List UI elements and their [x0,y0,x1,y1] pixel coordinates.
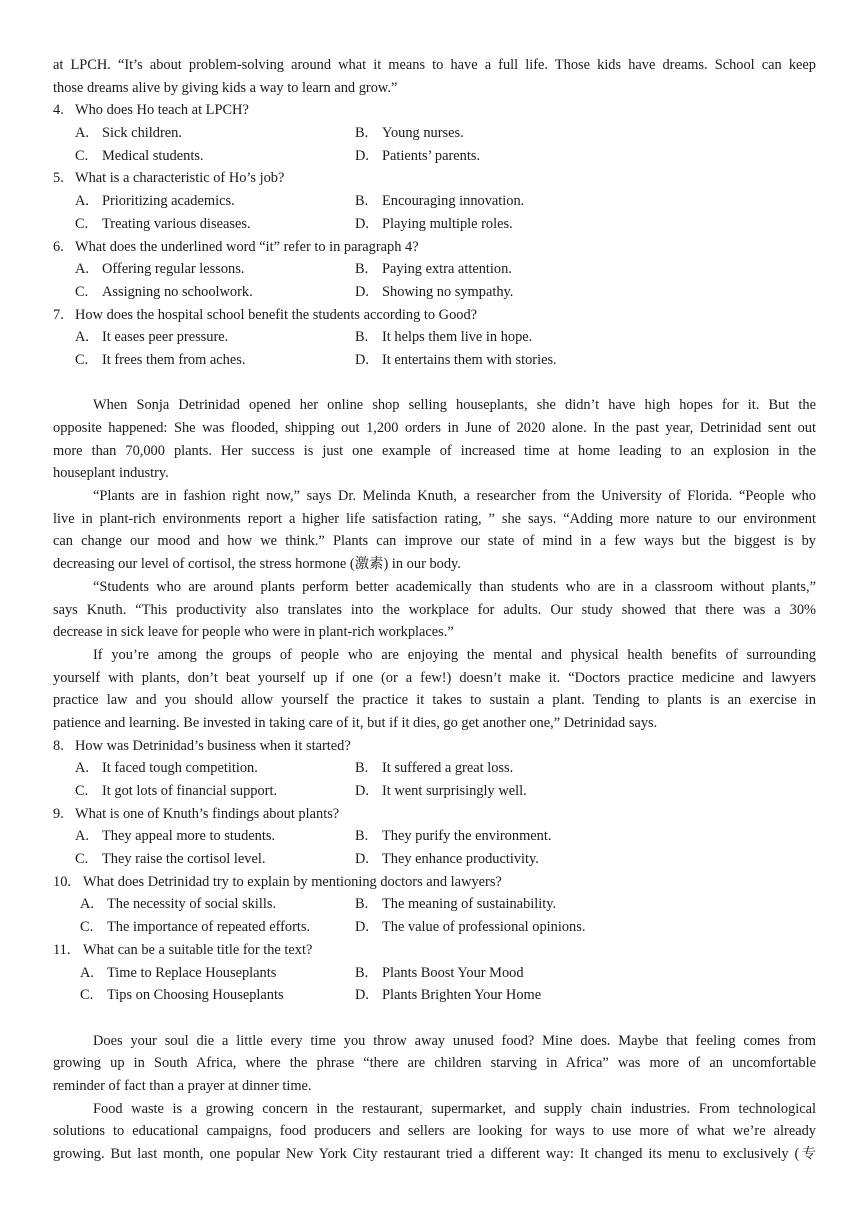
text-line: live in plant-rich environments report a higher life satisfaction rating, ” she says. “Adding more nature to our environment [53,510,816,527]
options-row [53,757,816,780]
option-b[interactable]: B. It suffered a great loss. [355,760,514,777]
option-b[interactable]: B. Young nurses. [355,125,464,142]
options-row [53,145,816,168]
option-c[interactable]: C. It got lots of financial support. [75,783,278,799]
text-line: can change our mood and how we think.” Plants can improve our state of mind in a few ways but the biggest is by [53,533,816,550]
options-row [53,893,816,916]
text-line: growing. But last month, one popular New York City restaurant tried a different way: It changed its menu to exclusively (专 [53,1146,816,1162]
text-line: more than 70,000 plants. Her success is just one example of increased time at home leading to an explosion in the [53,442,816,459]
text-line: Food waste is a growing concern in the restaurant, supermarket, and supply chain industries. From technological [93,1100,816,1117]
text-line: growing up in South Africa, where the phrase “there are children starving in Africa” was more of an uncomfortable [53,1055,816,1072]
question-10: 10. What does Detrinidad try to explain by mentioning doctors and lawyers? [53,873,502,890]
options-row [53,213,816,236]
option-d[interactable]: D. They enhance productivity. [355,851,539,868]
passage-b [53,394,816,734]
options-row [53,190,816,213]
option-c[interactable]: C. The importance of repeated efforts. [80,919,311,936]
option-d[interactable]: D. It went surprisingly well. [355,783,527,799]
option-d[interactable]: D. The value of professional opinions. [355,919,586,936]
text-line: “Plants are in fashion right now,” says Dr. Melinda Knuth, a researcher from the University of Florida. “People who [93,488,816,505]
option-b[interactable]: B. It helps them live in hope. [355,329,533,346]
option-b[interactable]: B. Encouraging innovation. [355,193,525,210]
options-row [53,258,816,281]
options-row [53,122,816,145]
options-row [53,780,816,803]
section-gap [53,1007,816,1030]
options-row [53,326,816,349]
option-c[interactable]: C. It frees them from aches. [75,351,246,368]
options-row [53,848,816,871]
questions-b [53,735,816,1007]
option-a[interactable]: A. Prioritizing academics. [75,193,235,210]
options-row [53,349,816,372]
text-line: “Students who are around plants perform better academically than students who are in a classroom without plants,” [93,578,816,595]
options-row [53,962,816,985]
question-6: 6. What does the underlined word “it” refer to in paragraph 4? [53,238,419,255]
option-c[interactable]: C. Tips on Choosing Houseplants [80,987,284,1004]
text-line: If you’re among the groups of people who are enjoying the mental and physical health benefits of surrounding [93,646,816,663]
text-line: yourself with plants, don’t beat yourself up if one (or a few!) doesn’t make it. “Doctors practice medicine and lawyers [53,669,816,686]
question-8: 8. How was Detrinidad’s business when it started? [53,737,351,754]
question-9: 9. What is one of Knuth’s findings about plants? [53,805,340,822]
option-a[interactable]: A. It faced tough competition. [75,760,258,777]
text-line: opposite happened: She was flooded, shipping out 1,200 orders in June of 2020 alone. In the past year, Detrinidad sent out [53,420,816,436]
option-d[interactable]: D. Showing no sympathy. [355,283,514,300]
questions-a [53,99,816,371]
option-d[interactable]: D. It entertains them with stories. [355,351,557,368]
text-line: at LPCH. “It’s about problem-solving around what it means to have a full life. Those kids have dreams. School can keep [53,57,816,73]
section-gap [53,372,816,395]
options-row [53,984,816,1007]
option-d[interactable]: D. Patients’ parents. [355,147,481,164]
options-row [53,825,816,848]
text-line: practice law and you should allow yourself the practice it takes to sustain a plant. Tending to plants is an exercise in [53,692,816,709]
text-line: decrease in sick leave for people who were in plant-rich workplaces.” [53,624,454,641]
option-d[interactable]: D. Plants Brighten Your Home [355,987,542,1004]
option-a[interactable]: A. The necessity of social skills. [80,896,277,913]
option-b[interactable]: B. Paying extra attention. [355,261,512,278]
passage-a-tail [53,54,816,99]
text-line: Does your soul die a little every time you throw away unused food? Mine does. Maybe that feeling comes from [93,1032,816,1049]
exam-page [53,54,816,1166]
option-a[interactable]: A. Offering regular lessons. [75,261,245,278]
text-line: solutions to educational campaigns, food producers and sellers are looking for ways to use more of what we’re already [53,1123,816,1140]
text-line: houseplant industry. [53,465,169,482]
option-b[interactable]: B. Plants Boost Your Mood [355,964,524,981]
option-a[interactable]: A. It eases peer pressure. [75,329,229,346]
option-a[interactable]: A. They appeal more to students. [75,828,276,845]
text-line: When Sonja Detrinidad opened her online shop selling houseplants, she didn’t have high hopes for it. But the [93,397,816,414]
option-a[interactable]: A. Sick children. [75,125,182,142]
options-row [53,281,816,304]
question-11: 11. What can be a suitable title for the text? [53,941,313,958]
option-a[interactable]: A. Time to Replace Houseplants [80,964,277,981]
option-c[interactable]: C. Assigning no schoolwork. [75,283,253,300]
option-d[interactable]: D. Playing multiple roles. [355,215,513,232]
text-line: those dreams alive by giving kids a way to learn and grow.” [53,79,398,96]
option-b[interactable]: B. They purify the environment. [355,828,552,845]
passage-c [53,1030,816,1166]
question-7: 7. How does the hospital school benefit the students according to Good? [53,306,478,323]
question-5: 5. What is a characteristic of Ho’s job? [53,170,285,187]
option-c[interactable]: C. Medical students. [75,147,204,164]
option-c[interactable]: C. They raise the cortisol level. [75,851,266,868]
text-line: patience and learning. Be invested in taking care of it, but if it dies, go get another one,” Detrinidad says. [53,714,658,731]
text-line: decreasing our level of cortisol, the stress hormone (激素) in our body. [53,556,461,573]
question-4: 4. Who does Ho teach at LPCH? [53,102,249,119]
text-line: reminder of fact than a prayer at dinner time. [53,1077,312,1094]
option-c[interactable]: C. Treating various diseases. [75,215,251,232]
option-b[interactable]: B. The meaning of sustainability. [355,896,557,913]
options-row [53,916,816,939]
text-line: says Knuth. “This productivity also translates into the workplace for adults. Our study showed that there was a 30% [53,601,816,618]
